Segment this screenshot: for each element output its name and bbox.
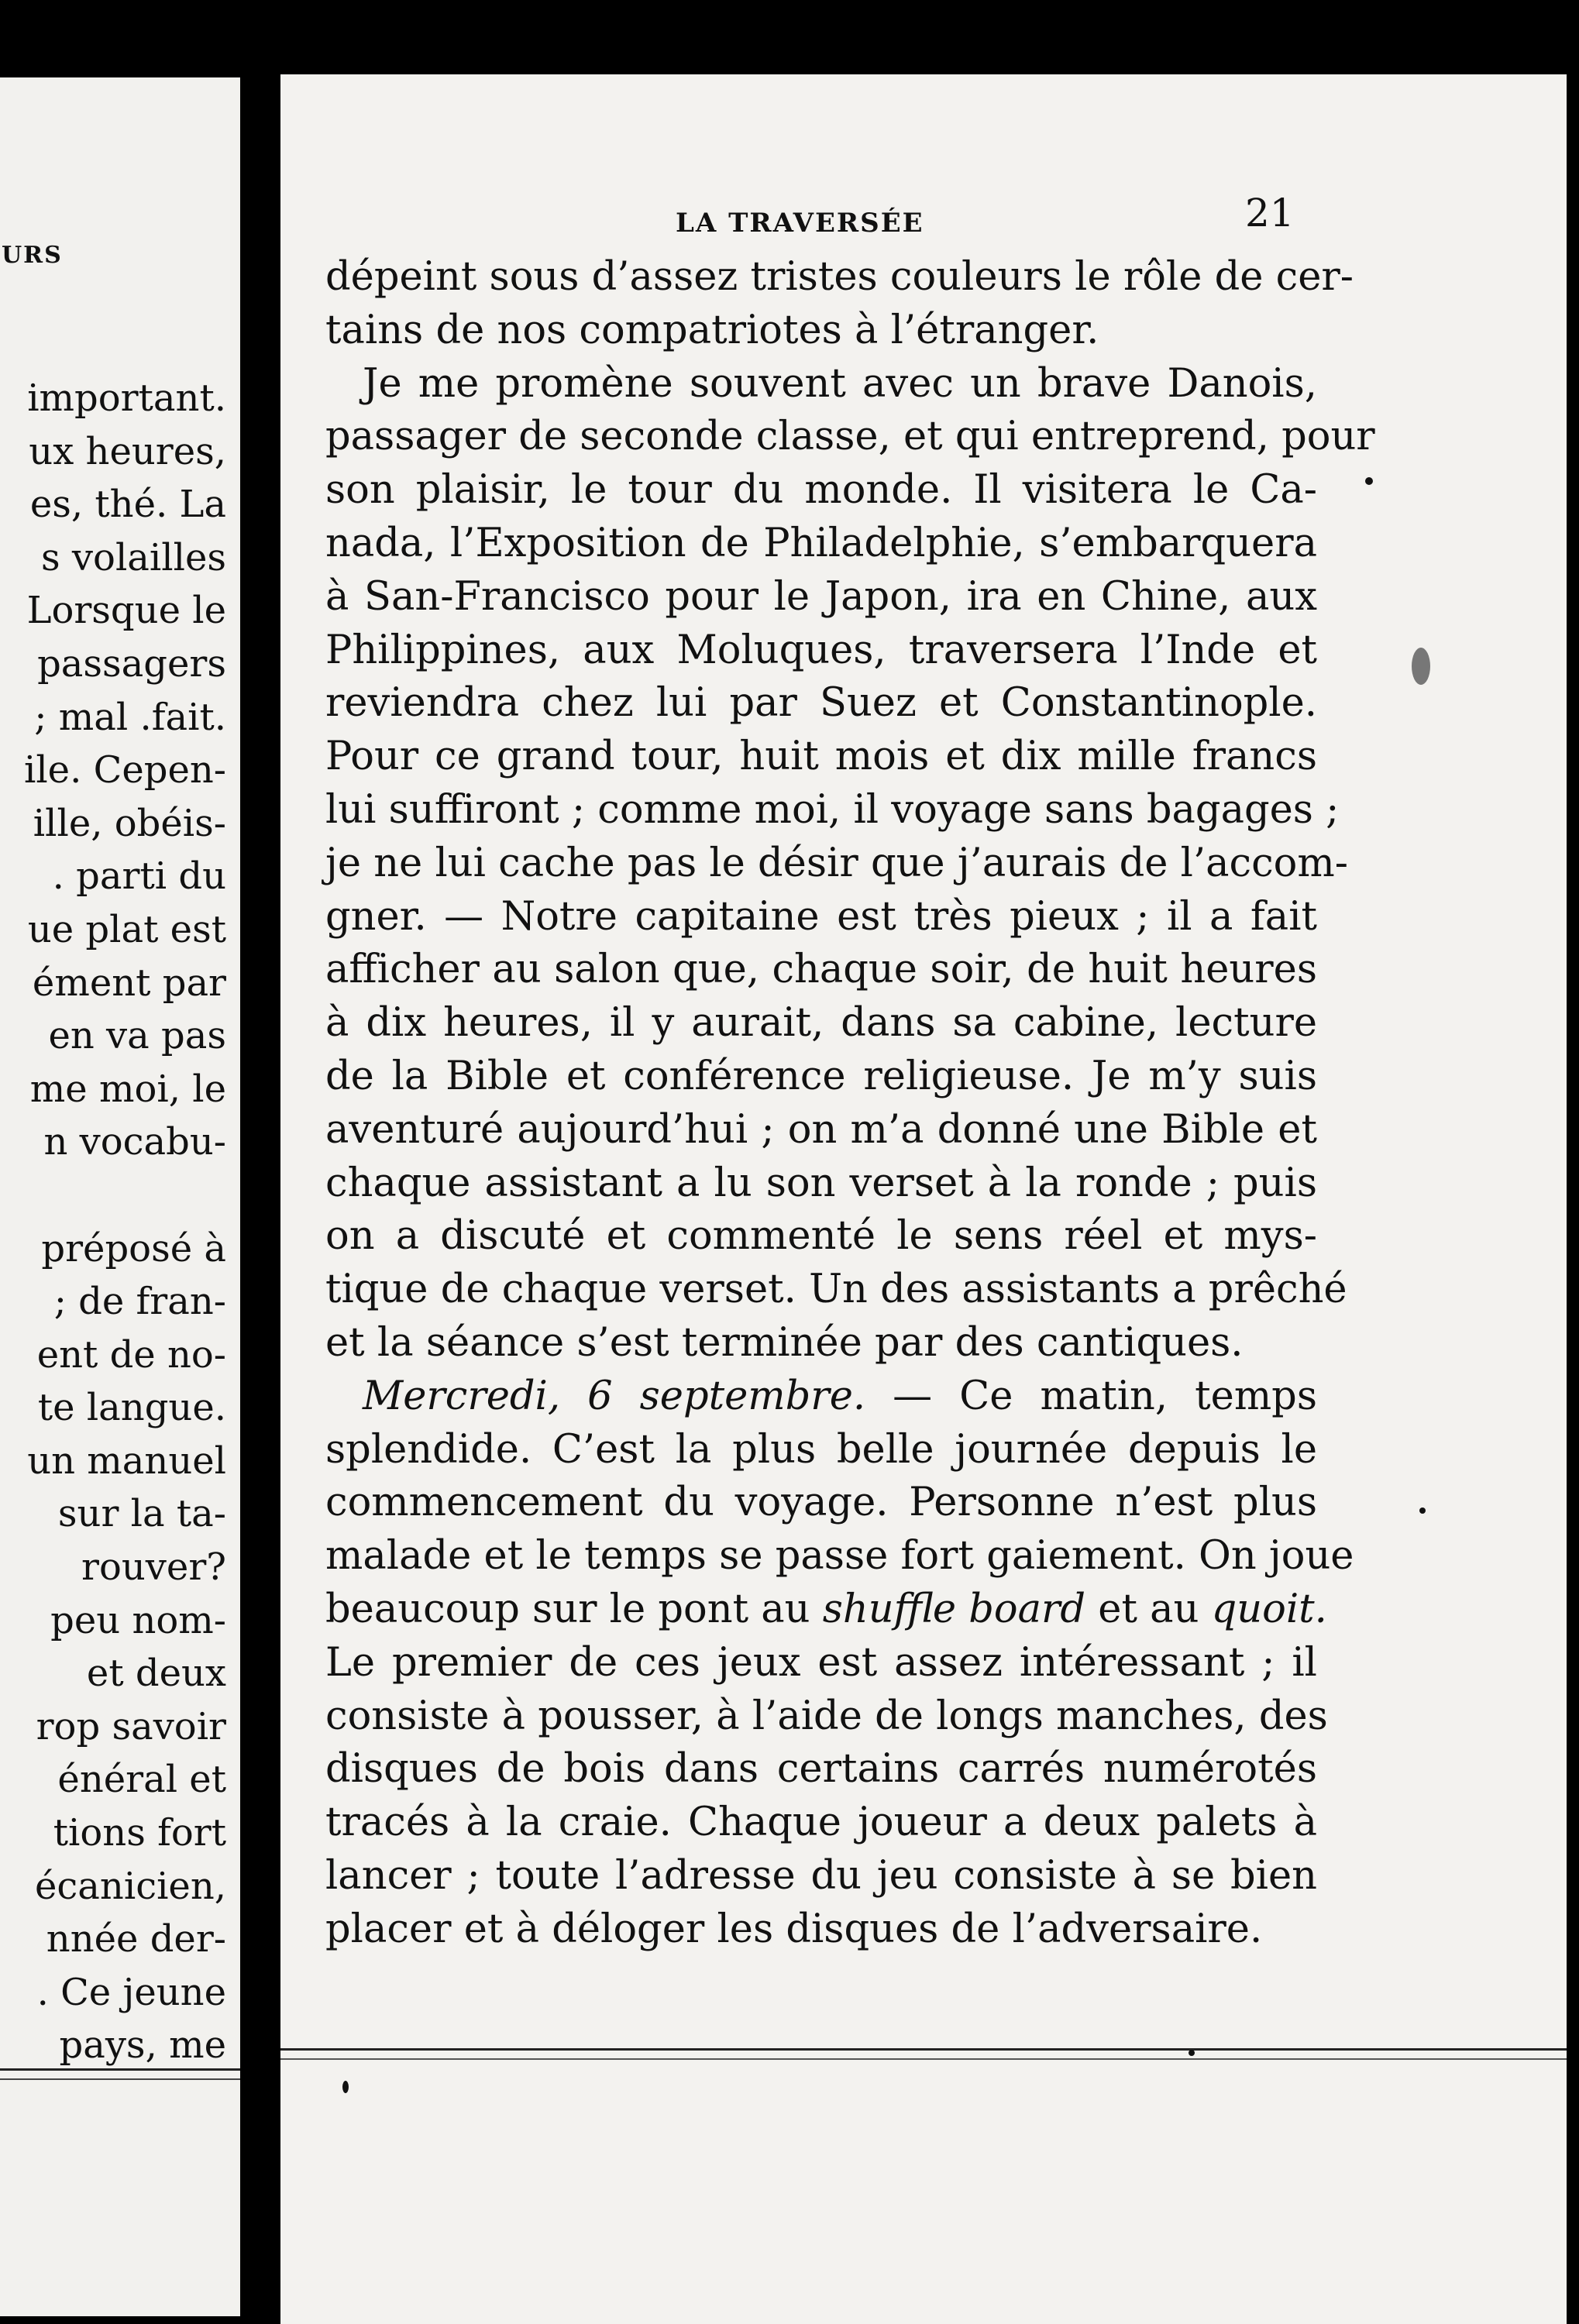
text-line: passager de seconde classe, et qui entreprend, pour — [325, 414, 1375, 460]
paragraph-gap — [24, 1169, 226, 1222]
text-line: reviendra chez lui par Suez et Constantinople. — [325, 680, 1317, 727]
text-line: ux heures, — [29, 429, 226, 473]
text-line: lancer ; toute l’adresse du jeu consiste à se bien — [325, 1852, 1317, 1899]
game-name: shuffle board — [822, 1586, 1086, 1632]
current-page — [280, 74, 1567, 2324]
game-name: quoit. — [1211, 1586, 1327, 1632]
text-line: ille, obéis- — [33, 801, 226, 845]
text-line: Lorsque le — [26, 589, 226, 633]
text-line: consiste à pousser, à l’aide de longs manches, des — [325, 1693, 1328, 1739]
text-line: Le premier de ces jeux est assez intéressant ; il — [325, 1639, 1317, 1686]
text-line: . Ce jeune — [36, 1970, 226, 2014]
text-line: ; de fran- — [53, 1280, 226, 1324]
text-line: peu nom- — [50, 1598, 226, 1642]
text-line: placer et à déloger les disques de l’adversaire. — [325, 1906, 1263, 1952]
text-line: ; mal .fait. — [34, 695, 226, 739]
page-bottom-rule — [280, 2048, 1567, 2060]
text-line: Pour ce grand tour, huit mois et dix mille francs — [325, 734, 1317, 780]
text-line: on a discuté et commenté le sens réel et mys- — [325, 1213, 1317, 1260]
page-bottom-rule — [0, 2068, 240, 2080]
text-line: nada, l’Exposition de Philadelphie, s’embarquera — [325, 520, 1317, 566]
text-line: chaque assistant a lu son verset à la ronde ; puis — [325, 1160, 1317, 1206]
scan-speck — [1419, 1508, 1426, 1514]
text-line: . parti du — [52, 854, 226, 899]
previous-page-running-head: URS — [2, 242, 63, 269]
text-line: sur la ta- — [57, 1492, 226, 1536]
text-line: lui suffiront ; comme moi, il voyage sans bagages ; — [325, 786, 1340, 833]
text-line: rouver? — [81, 1545, 226, 1590]
text-line: écanicien, — [35, 1864, 226, 1908]
text-line: aventuré aujourd’hui ; on m’a donné une Bible et — [325, 1106, 1317, 1153]
text-line: malade et le temps se passe fort gaiement. On joue — [325, 1533, 1354, 1580]
text-line: ément par — [32, 961, 226, 1005]
text-line: dépeint sous d’assez tristes couleurs le rôle de cer- — [325, 254, 1354, 300]
text-line: ue plat est — [27, 907, 226, 951]
text-line: es, thé. La — [29, 483, 226, 527]
scan-speck — [342, 2081, 349, 2093]
text-line: pays, me — [59, 2023, 226, 2068]
text-fragment: et au — [1098, 1586, 1199, 1632]
text-line: important. — [27, 376, 226, 420]
text-line: splendide. C’est la plus belle journée depuis le — [325, 1426, 1317, 1473]
text-line: et la séance s’est terminée par des cantiques. — [325, 1319, 1244, 1366]
text-line: Philippines, aux Moluques, traversera l’Inde et — [325, 627, 1317, 673]
text-line: Je me promène souvent avec un brave Danois, — [363, 360, 1317, 407]
text-line: passagers — [37, 641, 226, 686]
text-line: nnée der- — [46, 1917, 226, 1961]
text-line: préposé à — [41, 1226, 226, 1270]
text-line: s volailles — [41, 535, 226, 579]
text-line: tique de chaque verset. Un des assistants a prêché — [325, 1267, 1347, 1313]
text-line: gner. — Notre capitaine est très pieux ; il a fait — [325, 893, 1317, 940]
scan-speck — [1365, 477, 1373, 485]
previous-page-text — [24, 372, 226, 2072]
text-line: ile. Cepen- — [23, 748, 226, 792]
text-line: tains de nos compatriotes à l’étranger. — [325, 307, 1099, 353]
text-line: un manuel — [27, 1439, 226, 1483]
page-body-text — [325, 251, 1375, 1957]
text-fragment: beaucoup sur le pont au — [325, 1586, 810, 1632]
text-line: en va pas — [48, 1014, 226, 1058]
text-line: à San-Francisco pour le Japon, ira en Chine, aux — [325, 573, 1317, 620]
scan-speck — [1189, 2050, 1195, 2056]
text-line: de la Bible et conférence religieuse. Je m’y suis — [325, 1053, 1317, 1099]
text-line: et deux — [86, 1652, 226, 1696]
text-line: commencement du voyage. Personne n’est plus — [325, 1480, 1317, 1526]
text-fragment: — Ce matin, temps — [893, 1373, 1318, 1419]
date-heading: Mercredi, 6 septembre. — [363, 1373, 866, 1419]
text-line: disques de bois dans certains carrés numérotés — [325, 1746, 1317, 1793]
text-line: tracés à la craie. Chaque joueur a deux palets à — [325, 1800, 1317, 1846]
page-gutter — [240, 62, 280, 2324]
text-line: rop savoir — [36, 1704, 226, 1748]
text-line: son plaisir, le tour du monde. Il visitera le Ca- — [325, 467, 1317, 514]
text-line-date — [325, 1370, 1317, 1424]
previous-page-fragment — [0, 77, 240, 2316]
text-line: te langue. — [37, 1386, 226, 1430]
text-line: je ne lui cache pas le désir que j’aurais de l’accom- — [325, 840, 1348, 886]
scan-speck — [1412, 648, 1430, 685]
text-line: à dix heures, il y aurait, dans sa cabine, lecture — [325, 1000, 1317, 1047]
text-line: afficher au salon que, chaque soir, de huit heures — [325, 947, 1317, 993]
running-head: LA TRAVERSÉE — [676, 208, 924, 239]
text-line: me moi, le — [29, 1067, 226, 1111]
text-line-games — [325, 1583, 1327, 1637]
text-line: énéral et — [57, 1758, 226, 1802]
text-line: tions fort — [53, 1811, 226, 1855]
text-line: n vocabu- — [43, 1120, 226, 1164]
page-number: 21 — [1245, 191, 1295, 235]
text-line: ent de no- — [36, 1332, 226, 1377]
